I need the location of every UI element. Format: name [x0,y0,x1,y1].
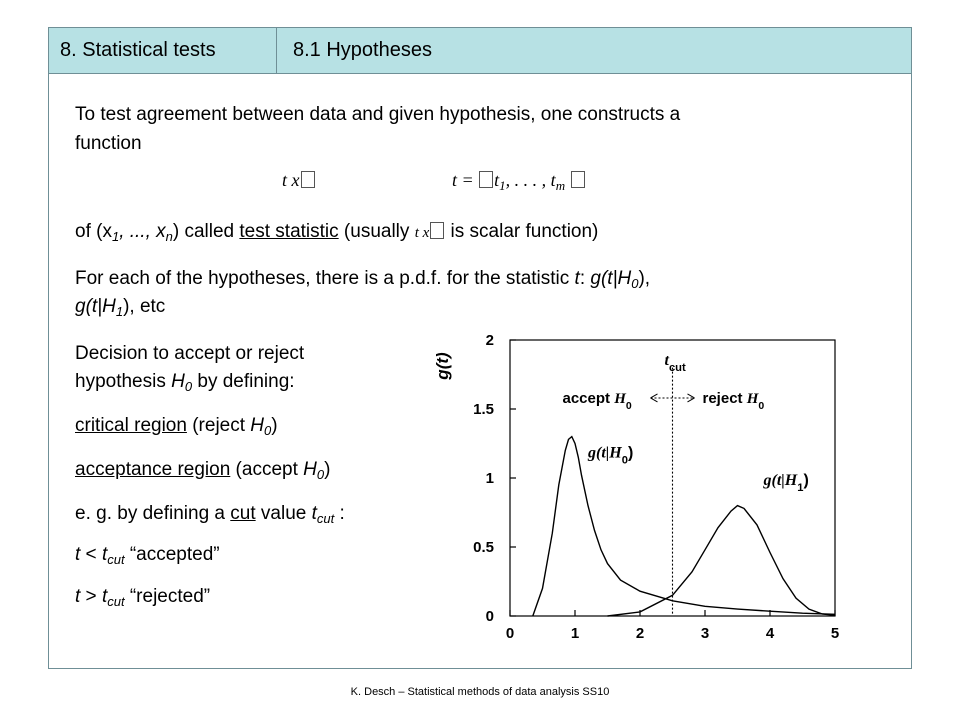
cut-label: $t_{cut}$ [664,351,686,374]
formula-t-of-x: t x [282,170,316,191]
pdf-line-2: $g(t|H_1)$, etc [75,296,166,319]
y-tick-label: 1.5 [473,401,494,418]
accepted-rule: $t < t_{cut}$ “accepted” [75,544,220,567]
cut-value-line: e. g. by defining a cut value $t_{cut}$ : [75,503,345,526]
x-tick-label: 0 [505,625,515,642]
series-label-h1: $g(t|H_1)$ [763,471,809,494]
intro-line-2: function [75,133,142,154]
acceptance-region-line: acceptance region (accept $H_0$) [75,459,331,482]
header-divider [276,28,277,73]
test-statistic-term: test statistic [239,221,339,242]
y-tick-label: 2 [485,332,494,349]
pdf-chart [430,318,850,658]
y-tick-label: 1 [485,470,494,487]
x-tick-label: 2 [635,625,645,642]
accept-label: accept $H_0$ [562,389,632,412]
subsection-title: 8.1 Hypotheses [293,39,432,61]
decision-line-2: hypothesis $H_0$ by defining: [75,371,295,394]
pdf-line-1: For each of the hypotheses, there is a p.d.f. for the statistic t: $g(t|H_0)$, [75,268,651,291]
decision-line-1: Decision to accept or reject [75,343,305,364]
curve-h1 [608,506,836,616]
x-tick-label: 5 [830,625,840,642]
reject-label: reject $H_0$ [702,389,765,412]
slide-header [48,27,912,74]
footer-credit: K. Desch – Statistical methods of data analysis SS10 [350,686,610,698]
intro-line-1: To test agreement between data and given hypothesis, one constructs a [75,104,681,125]
x-tick-label: 1 [570,625,580,642]
formula-t-vector: $t = t_1$, . . . , $t_m$ [452,170,586,191]
missing-glyph-icon [571,171,585,188]
rejected-rule: $t > t_{cut}$ “rejected” [75,586,211,609]
series-label-h0: $g(t|H_0)$ [588,444,634,467]
missing-glyph-icon [301,171,315,188]
y-tick-label: 0 [485,608,494,625]
critical-region-line: critical region (reject $H_0$) [75,415,278,438]
section-title: 8. Statistical tests [60,39,216,61]
missing-glyph-icon [479,171,493,188]
x-tick-label: 3 [700,625,710,642]
x-tick-label: 4 [765,625,775,642]
missing-glyph-icon [430,222,444,239]
test-statistic-line: of ($x_1$, ..., $x_n$) called test statistic (usually t x is scalar function) [75,221,599,244]
y-axis-label: g(t) [433,352,452,380]
y-tick-label: 0.5 [473,539,494,556]
